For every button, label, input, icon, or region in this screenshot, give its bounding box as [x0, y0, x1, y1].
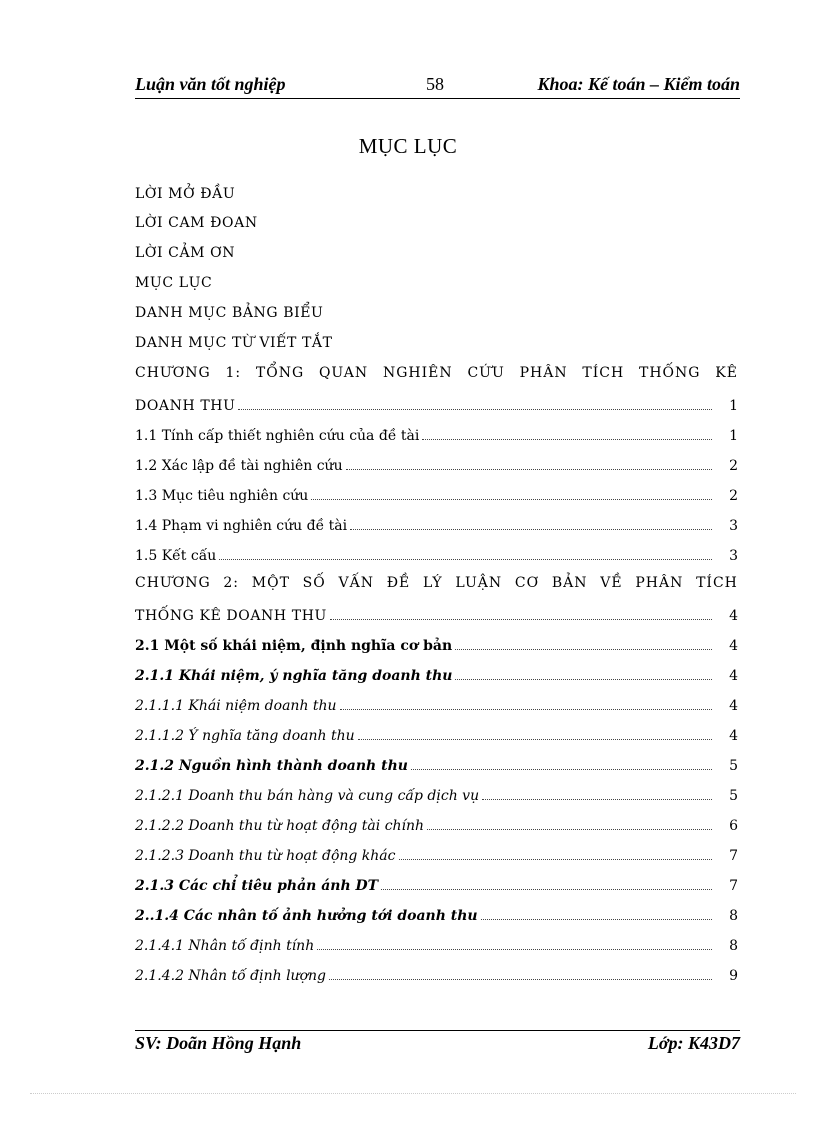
- toc-entry-label: 2.1.4.2 Nhân tố định lượng: [135, 968, 326, 984]
- toc-entry-page: 4: [729, 608, 738, 624]
- chapter-word: 2:: [223, 575, 240, 591]
- toc-entry-page: 8: [729, 908, 738, 924]
- dot-leader: [422, 439, 712, 440]
- toc-entry-label: 2.1.3 Các chỉ tiêu phản ánh DT: [135, 878, 379, 894]
- toc-entry: [135, 844, 738, 864]
- toc-entry-label: 2.1.1.2 Ý nghĩa tăng doanh thu: [135, 728, 355, 744]
- dot-leader: [350, 529, 712, 530]
- toc-entry-page: 4: [729, 728, 738, 744]
- toc-entry-page: 3: [729, 548, 738, 564]
- toc-entry-page: 6: [729, 818, 738, 834]
- chapter-word: VẤN: [338, 575, 374, 591]
- toc-front-item: LỜI MỞ ĐẦU: [135, 186, 236, 202]
- toc-entry-page: 5: [729, 758, 738, 774]
- toc-entry: [135, 934, 738, 954]
- chapter-word: LUẬN: [455, 575, 503, 591]
- toc-entry: [135, 754, 738, 774]
- dot-leader: [482, 799, 712, 800]
- dot-leader: [219, 559, 712, 560]
- chapter-word: ĐỀ: [386, 575, 411, 591]
- page-footer: [135, 1030, 740, 1059]
- toc-front-item: DANH MỤC BẢNG BIỂU: [135, 305, 324, 321]
- dot-leader: [427, 829, 712, 830]
- toc-entry-page: 9: [729, 968, 738, 984]
- toc-entry-label: 2..1.4 Các nhân tố ảnh hưởng tới doanh thu: [135, 908, 478, 924]
- toc-entry: [135, 604, 738, 624]
- toc-entry-label: 2.1.2.1 Doanh thu bán hàng và cung cấp dịch vụ: [135, 788, 480, 804]
- toc-entry-page: 2: [729, 488, 738, 504]
- toc-entry-page: 5: [729, 788, 738, 804]
- toc-entry-page: 4: [729, 638, 738, 654]
- chapter-word: CHƯƠNG: [135, 365, 211, 381]
- toc-entry-page: 4: [729, 698, 738, 714]
- toc-entry: [135, 514, 738, 534]
- chapter-word: MỘT: [251, 575, 290, 591]
- toc-entry: [135, 784, 738, 804]
- toc-front-item: MỤC LỤC: [135, 275, 213, 291]
- toc-entry: [135, 964, 738, 984]
- page-edge-divider: [30, 1093, 796, 1094]
- toc-entry: [135, 814, 738, 834]
- toc-entry-page: 2: [729, 458, 738, 474]
- chapter-word: LÝ: [423, 575, 443, 591]
- dot-leader: [381, 889, 712, 890]
- toc-entry-page: 8: [729, 938, 738, 954]
- page-title: MỤC LỤC: [358, 134, 458, 158]
- toc-entry-page: 7: [729, 848, 738, 864]
- toc-entry-page: 4: [729, 668, 738, 684]
- chapter-2-heading: [135, 575, 738, 591]
- dot-leader: [455, 649, 712, 650]
- toc-entry-label: 2.1 Một số khái niệm, định nghĩa cơ bản: [135, 638, 453, 654]
- toc-entry: [135, 484, 738, 504]
- dot-leader: [399, 859, 713, 860]
- chapter-word: PHÂN: [635, 575, 684, 591]
- toc-entry: [135, 634, 738, 654]
- toc-entry-page: 7: [729, 878, 738, 894]
- toc-front-item: LỜI CẢM ƠN: [135, 245, 236, 261]
- toc-entry-label: 1.2 Xác lập đề tài nghiên cứu: [135, 458, 343, 474]
- chapter-word: BẢN: [551, 575, 588, 591]
- chapter-word: CHƯƠNG: [135, 575, 211, 591]
- header-page-number: 58: [426, 74, 444, 94]
- toc-entry-label: 2.1.1 Khái niệm, ý nghĩa tăng doanh thu: [135, 668, 453, 684]
- footer-class-label: Lớp: K43D7: [647, 1033, 740, 1053]
- dot-leader: [455, 679, 712, 680]
- chapter-word: CƠ: [514, 575, 540, 591]
- toc-entry-label: 2.1.2.3 Doanh thu từ hoạt động khác: [135, 848, 396, 864]
- header-thesis-label: Luận văn tốt nghiệp: [135, 74, 286, 94]
- toc-entry-label: 1.4 Phạm vi nghiên cứu đề tài: [135, 518, 348, 534]
- toc-front-item: LỜI CAM ĐOAN: [135, 215, 258, 231]
- toc-entry-label: DOANH THU: [135, 398, 236, 414]
- chapter-word: SỐ: [302, 575, 326, 591]
- header-faculty-label: Khoa: Kế toán – Kiểm toán: [537, 74, 740, 94]
- toc-entry: [135, 394, 738, 414]
- chapter-word: NGHIÊN: [382, 365, 453, 381]
- dot-leader: [346, 469, 712, 470]
- toc-entry-page: 3: [729, 518, 738, 534]
- chapter-1-heading: [135, 365, 738, 381]
- dot-leader: [358, 739, 712, 740]
- toc-entry: [135, 694, 738, 714]
- chapter-word: QUAN: [318, 365, 369, 381]
- toc-entry: [135, 544, 738, 564]
- chapter-word: VỀ: [600, 575, 623, 591]
- toc-entry-label: 1.3 Mục tiêu nghiên cứu: [135, 488, 309, 504]
- page-header: [135, 72, 740, 99]
- chapter-word: TÍCH: [696, 575, 738, 591]
- chapter-word: THỐNG: [639, 365, 701, 381]
- toc-entry: [135, 664, 738, 684]
- toc-entry-label: 1.1 Tính cấp thiết nghiên cứu của đề tài: [135, 428, 420, 444]
- dot-leader: [340, 709, 712, 710]
- dot-leader: [311, 499, 712, 500]
- chapter-word: PHÂN: [519, 365, 568, 381]
- toc-front-item: DANH MỤC TỪ VIẾT TẮT: [135, 335, 333, 351]
- toc-entry: [135, 454, 738, 474]
- toc-entry-label: 2.1.1.1 Khái niệm doanh thu: [135, 698, 337, 714]
- toc-entry: [135, 424, 738, 444]
- toc-entry: [135, 724, 738, 744]
- chapter-word: 1:: [225, 365, 242, 381]
- chapter-word: KÊ: [715, 365, 738, 381]
- dot-leader: [411, 769, 712, 770]
- toc-entry-label: 1.5 Kết cấu: [135, 548, 217, 564]
- toc-entry: [135, 874, 738, 894]
- toc-entry-label: 2.1.2.2 Doanh thu từ hoạt động tài chính: [135, 818, 425, 834]
- toc-entry-page: 1: [729, 398, 738, 414]
- chapter-word: CỨU: [467, 365, 505, 381]
- toc-entry-label: 2.1.4.1 Nhân tố định tính: [135, 938, 315, 954]
- dot-leader: [330, 619, 712, 620]
- footer-student-name: SV: Doãn Hồng Hạnh: [135, 1033, 302, 1053]
- chapter-word: TỔNG: [255, 365, 305, 381]
- dot-leader: [481, 919, 712, 920]
- toc-entry-label: THỐNG KÊ DOANH THU: [135, 608, 327, 624]
- chapter-word: TÍCH: [582, 365, 625, 381]
- dot-leader: [238, 409, 712, 410]
- toc-entry-label: 2.1.2 Nguồn hình thành doanh thu: [135, 758, 408, 774]
- toc-entry-page: 1: [729, 428, 738, 444]
- dot-leader: [329, 979, 712, 980]
- toc-entry: [135, 904, 738, 924]
- dot-leader: [317, 949, 712, 950]
